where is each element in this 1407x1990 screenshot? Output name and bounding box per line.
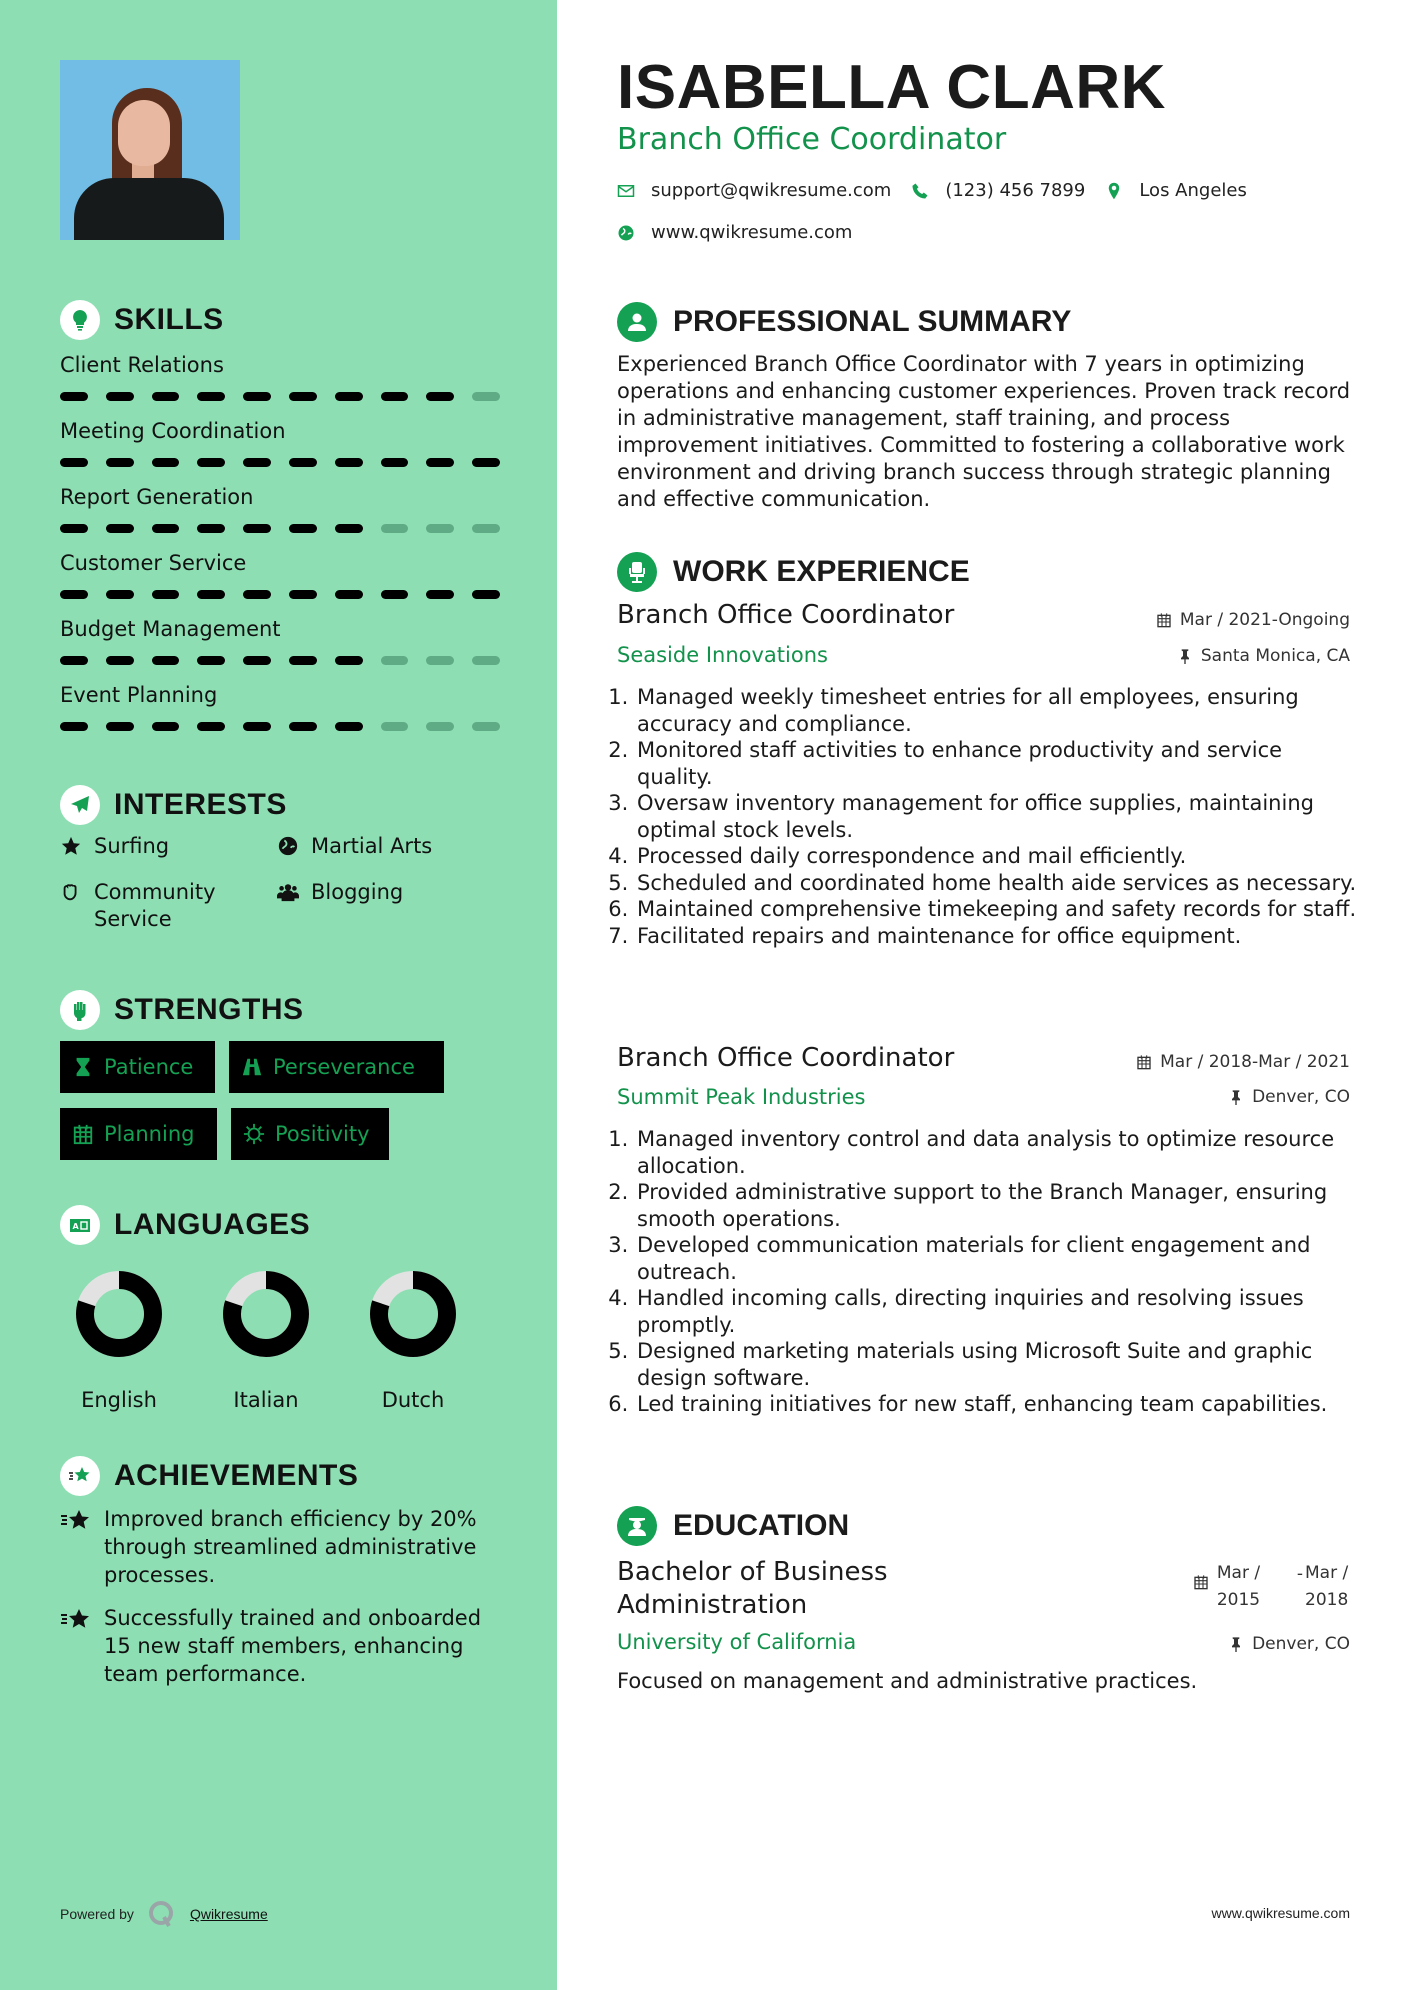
website-row <box>617 222 852 243</box>
skill-level-segment <box>152 392 180 401</box>
skill-level-segment <box>381 590 409 599</box>
skill-level-segment <box>289 722 317 731</box>
qwikresume-logo-icon <box>148 1900 176 1928</box>
skill-level-segment <box>381 392 409 401</box>
languages-heading <box>60 1205 310 1245</box>
job-location: Denver, CO <box>1228 1087 1350 1107</box>
interest-item-community-service: Community Service <box>60 879 250 933</box>
sun-icon <box>243 1123 265 1145</box>
skills-heading <box>60 300 224 340</box>
skill-level-segment <box>426 524 454 533</box>
skills-title: SKILLS <box>114 303 224 336</box>
paper-plane-icon <box>60 785 100 825</box>
skill-label: Event Planning <box>60 683 218 707</box>
office-chair-icon <box>617 552 657 592</box>
skill-item <box>60 482 500 533</box>
language-proficiency-donut <box>369 1270 457 1358</box>
duty-item: 4. Handled incoming calls, directing inquiries and resolving issues promptly. <box>635 1285 1357 1338</box>
star-icon <box>60 835 82 857</box>
achievement-star-icon <box>60 1507 92 1535</box>
skill-item <box>60 680 500 731</box>
language-italian: Italian <box>211 1270 321 1412</box>
strength-badge-planning: Planning <box>60 1108 217 1160</box>
calendar-icon <box>1193 1574 1209 1590</box>
job-location: Santa Monica, CA <box>1177 646 1350 666</box>
education-description: Focused on management and administrative practices. <box>617 1669 1198 1693</box>
experience-heading: WORK EXPERIENCE <box>617 552 970 592</box>
skill-level-segment <box>381 524 409 533</box>
skill-level-segment <box>289 656 317 665</box>
contact-row <box>617 180 1247 201</box>
skill-label: Meeting Coordination <box>60 419 286 443</box>
skill-level-segment <box>335 458 363 467</box>
qwikresume-link[interactable]: Qwikresume <box>189 1906 268 1922</box>
strength-badge-perseverance: Perseverance <box>229 1041 444 1093</box>
skill-level-segment <box>426 392 454 401</box>
map-marker-icon <box>1105 182 1123 200</box>
skill-level-segment <box>335 656 363 665</box>
achievements-heading <box>60 1456 358 1496</box>
skill-level-segment <box>426 458 454 467</box>
duty-item: 3. Developed communication materials for client engagement and outreach. <box>635 1232 1357 1285</box>
education-dates: Mar / 2015 - Mar / 2018 <box>1193 1560 1350 1614</box>
contact-location: Los Angeles <box>1139 180 1247 201</box>
skill-level-segment <box>381 458 409 467</box>
language-english: English <box>64 1270 174 1412</box>
skill-level-segment <box>197 590 225 599</box>
skill-level-segment <box>152 458 180 467</box>
skill-level-segment <box>472 656 500 665</box>
degree-title: Bachelor of Business Administration <box>617 1557 888 1620</box>
contact-website[interactable]: www.qwikresume.com <box>651 222 853 243</box>
skill-level-segment <box>335 590 363 599</box>
skill-level-segment <box>152 722 180 731</box>
skill-label: Report Generation <box>60 485 254 509</box>
skill-level-segment <box>152 524 180 533</box>
skill-level-meter <box>60 392 500 401</box>
skill-level-meter <box>60 458 500 467</box>
star-trophy-icon <box>60 1456 100 1496</box>
strength-badge-positivity: Positivity <box>231 1108 389 1160</box>
powered-by-footer: Powered by Qwikresume <box>60 1900 268 1928</box>
skill-level-segment <box>243 392 271 401</box>
calendar-icon <box>1156 612 1172 628</box>
photo-jacket <box>74 178 224 240</box>
duty-item: 3. Oversaw inventory management for office supplies, maintaining optimal stock levels. <box>635 790 1357 843</box>
company-name: Seaside Innovations <box>617 643 828 667</box>
duty-item: 5. Designed marketing materials using Microsoft Suite and graphic design software. <box>635 1338 1357 1391</box>
skill-level-segment <box>335 722 363 731</box>
interest-item-martial-arts: Martial Arts <box>277 833 432 860</box>
footer-website-link[interactable]: www.qwikresume.com <box>1211 1905 1350 1921</box>
strengths-title: STRENGTHS <box>114 993 304 1026</box>
lightbulb-icon <box>60 300 100 340</box>
skill-level-segment <box>243 590 271 599</box>
interest-item-blogging: Blogging <box>277 879 403 906</box>
phone-icon <box>911 182 929 200</box>
skill-level-segment <box>243 524 271 533</box>
contact-phone[interactable]: (123) 456 7899 <box>945 180 1086 201</box>
skill-level-segment <box>243 722 271 731</box>
skill-level-segment <box>381 656 409 665</box>
hand-fist-icon <box>60 881 82 903</box>
strength-badge-patience: Patience <box>60 1041 215 1093</box>
skill-level-meter <box>60 656 500 665</box>
languages-title: LANGUAGES <box>114 1208 311 1241</box>
pushpin-icon <box>1228 1089 1244 1105</box>
globe-icon <box>277 835 299 857</box>
skill-level-segment <box>289 392 317 401</box>
contact-email[interactable]: support@qwikresume.com <box>651 180 892 201</box>
skill-level-segment <box>335 524 363 533</box>
duty-item: 1. Managed weekly timesheet entries for all employees, ensuring accuracy and compliance. <box>635 684 1357 737</box>
skill-item <box>60 548 500 599</box>
strengths-heading <box>60 990 304 1030</box>
sidebar <box>0 0 557 1990</box>
skill-level-segment <box>106 524 134 533</box>
main-content <box>557 0 1407 1990</box>
skill-level-segment <box>472 524 500 533</box>
skill-level-segment <box>289 458 317 467</box>
skill-level-segment <box>289 524 317 533</box>
pushpin-icon <box>1228 1636 1244 1652</box>
skill-level-segment <box>106 656 134 665</box>
job-title: Branch Office Coordinator <box>617 600 955 630</box>
skill-level-segment <box>197 524 225 533</box>
job-dates: Mar / 2021-Ongoing <box>1156 610 1350 630</box>
raised-fist-icon <box>60 990 100 1030</box>
skill-item <box>60 614 500 665</box>
language-proficiency-donut <box>222 1270 310 1358</box>
skill-level-segment <box>197 722 225 731</box>
interests-heading <box>60 785 287 825</box>
email-icon <box>617 182 635 200</box>
skill-level-meter <box>60 590 500 599</box>
hourglass-icon <box>72 1056 94 1078</box>
duty-item: 7. Facilitated repairs and maintenance for office equipment. <box>635 923 1357 950</box>
skill-level-segment <box>472 392 500 401</box>
skill-level-segment <box>243 458 271 467</box>
skill-label: Budget Management <box>60 617 281 641</box>
skill-level-segment <box>472 458 500 467</box>
skill-level-segment <box>197 656 225 665</box>
skill-level-segment <box>472 590 500 599</box>
skill-level-segment <box>197 458 225 467</box>
achievement-star-icon <box>60 1606 92 1634</box>
skill-item <box>60 350 500 401</box>
graduate-icon <box>617 1506 657 1546</box>
skill-level-segment <box>197 392 225 401</box>
skill-label: Customer Service <box>60 551 247 575</box>
skill-level-segment <box>106 722 134 731</box>
photo-face <box>118 100 170 166</box>
skill-level-segment <box>426 656 454 665</box>
skill-level-segment <box>60 458 88 467</box>
achievements-title: ACHIEVEMENTS <box>114 1459 359 1492</box>
interests-title: INTERESTS <box>114 788 287 821</box>
candidate-role: Branch Office Coordinator <box>617 122 1007 157</box>
skill-level-segment <box>289 590 317 599</box>
skill-level-segment <box>60 722 88 731</box>
skill-level-segment <box>60 656 88 665</box>
calendar-icon <box>72 1123 94 1145</box>
skill-level-meter <box>60 722 500 731</box>
skill-level-segment <box>426 590 454 599</box>
language-dutch: Dutch <box>358 1270 468 1412</box>
pushpin-icon <box>1177 648 1193 664</box>
job-duties-list <box>617 1126 1357 1418</box>
job-duties-list <box>617 684 1357 949</box>
skill-level-segment <box>60 392 88 401</box>
skill-label: Client Relations <box>60 353 224 377</box>
profile-photo <box>60 60 240 240</box>
duty-item: 6. Led training initiatives for new staff, enhancing team capabilities. <box>635 1391 1357 1418</box>
education-location: Denver, CO <box>1228 1634 1350 1654</box>
skill-level-segment <box>381 722 409 731</box>
skill-level-segment <box>60 590 88 599</box>
language-icon <box>60 1205 100 1245</box>
interest-item-surfing: Surfing <box>60 833 169 860</box>
company-name: Summit Peak Industries <box>617 1085 866 1109</box>
duty-item: 1. Managed inventory control and data analysis to optimize resource allocation. <box>635 1126 1357 1179</box>
duty-item: 4. Processed daily correspondence and mail efficiently. <box>635 843 1357 870</box>
skill-level-segment <box>472 722 500 731</box>
summary-heading: PROFESSIONAL SUMMARY <box>617 302 1071 342</box>
summary-text: Experienced Branch Office Coordinator with 7 years in optimizing operations and enhancing customer experiences. Proven track record in administrative management, staff training, and process improvement initiatives. Committed to fostering a collaborative work environment and driving branch success through strategic planning and effective communication. <box>617 352 1351 511</box>
skill-level-segment <box>243 656 271 665</box>
skill-level-segment <box>335 392 363 401</box>
duty-item: 5. Scheduled and coordinated home health aide services as necessary. <box>635 870 1357 897</box>
skill-level-meter <box>60 524 500 533</box>
road-icon <box>241 1056 263 1078</box>
svg-text:A: A <box>72 1222 79 1231</box>
language-proficiency-donut <box>75 1270 163 1358</box>
skill-level-segment <box>60 524 88 533</box>
users-icon <box>277 881 299 903</box>
duty-item: 2. Provided administrative support to the Branch Manager, ensuring smooth operations. <box>635 1179 1357 1232</box>
skill-level-segment <box>106 590 134 599</box>
skill-item <box>60 416 500 467</box>
education-heading: EDUCATION <box>617 1506 849 1546</box>
achievement-item: Successfully trained and onboarded 15 new staff members, enhancing team performance. <box>60 1604 510 1688</box>
candidate-name: ISABELLA CLARK <box>617 53 1166 122</box>
job-dates: Mar / 2018-Mar / 2021 <box>1136 1052 1350 1072</box>
skill-level-segment <box>106 458 134 467</box>
achievement-item: Improved branch efficiency by 20% through streamlined administrative processes. <box>60 1505 510 1589</box>
globe-icon <box>617 224 635 242</box>
calendar-icon <box>1136 1054 1152 1070</box>
skill-level-segment <box>152 656 180 665</box>
duty-item: 2. Monitored staff activities to enhance productivity and service quality. <box>635 737 1357 790</box>
duty-item: 6. Maintained comprehensive timekeeping and safety records for staff. <box>635 896 1357 923</box>
skill-level-segment <box>152 590 180 599</box>
skill-level-segment <box>106 392 134 401</box>
school-name: University of California <box>617 1630 857 1654</box>
skill-level-segment <box>426 722 454 731</box>
job-title: Branch Office Coordinator <box>617 1043 955 1073</box>
user-icon <box>617 302 657 342</box>
